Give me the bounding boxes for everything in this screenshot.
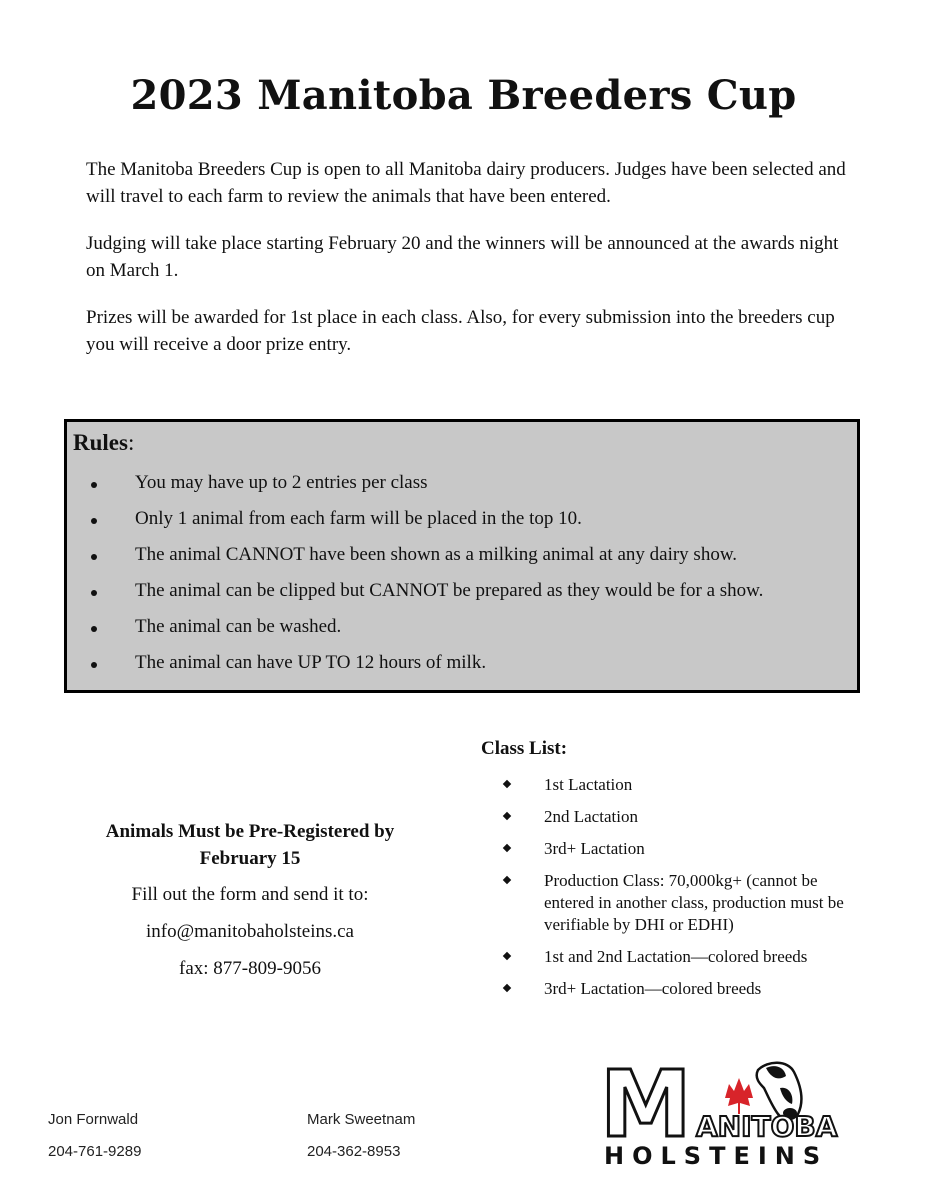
list-item: The animal can have UP TO 12 hours of milk. [67,652,763,688]
diamond-bullet-icon [503,984,511,992]
contact-phone: 204-761-9289 [48,1143,142,1160]
list-item: 1st Lactation [500,774,860,796]
bullet-icon [91,482,97,488]
intro-paragraph: Prizes will be awarded for 1st place in each class. Also, for every submission into the breeders cup you will receive a door prize entry. [86,307,835,355]
maple-leaf-icon [725,1078,753,1114]
class-list-title: Class List: [481,738,568,759]
list-item: Production Class: 70,000kg+ (cannot be entered in another class, production must be verifiable by DHI or EDHI) [500,870,860,936]
list-item: The animal CANNOT have been shown as a milking animal at any dairy show. [67,544,763,580]
registration-info [70,818,430,987]
bullet-icon [91,662,97,668]
rules-list [67,472,763,688]
rules-heading: Rules: [73,430,135,455]
intro-paragraph: Judging will take place starting February 20 and the winners will be announced at the awards night on March 1. [86,233,839,281]
bullet-icon [91,518,97,524]
diamond-bullet-icon [503,780,511,788]
page-title: 2023 Manitoba Breeders Cup [130,72,797,119]
diamond-bullet-icon [503,844,511,852]
intro-section [86,156,856,378]
contact-phone: 204-362-8953 [307,1143,401,1160]
registration-email: info@manitobaholsteins.ca [146,921,354,942]
contact-name: Jon Fornwald [48,1111,139,1128]
list-item: The animal can be washed. [67,616,763,652]
contact-card [307,1107,415,1164]
list-item: You may have up to 2 entries per class [67,472,763,508]
registration-deadline-line1: Animals Must be Pre-Registered by [105,821,395,842]
bullet-icon [91,590,97,596]
class-list [500,774,860,1010]
bullet-icon [91,626,97,632]
diamond-bullet-icon [503,952,511,960]
contact-name: Mark Sweetnam [307,1111,416,1128]
list-item: Only 1 animal from each farm will be placed in the top 10. [67,508,763,544]
registration-instruction: Fill out the form and send it to: [131,884,369,905]
logo-word-top: ANITOBA [696,1110,838,1143]
intro-paragraph: The Manitoba Breeders Cup is open to all Manitoba dairy producers. Judges have been selected and will travel to each farm to review the animals that have been entered. [86,159,846,207]
list-item: 2nd Lactation [500,806,860,828]
bullet-icon [91,554,97,560]
list-item: 3rd+ Lactation [500,838,860,860]
manitoba-holsteins-logo [598,1058,868,1170]
logo-word-bottom: HOLSTEINS [604,1142,829,1170]
rules-box [64,419,860,693]
diamond-bullet-icon [503,876,511,884]
list-item: 1st and 2nd Lactation—colored breeds [500,946,860,968]
list-item: 3rd+ Lactation—colored breeds [500,978,860,1000]
logo-letter-m: M [600,1058,692,1158]
registration-fax: fax: 877-809-9056 [179,958,321,979]
contact-card [48,1107,141,1164]
diamond-bullet-icon [503,812,511,820]
list-item: The animal can be clipped but CANNOT be prepared as they would be for a show. [67,580,763,616]
registration-deadline-line2: February 15 [199,848,301,869]
